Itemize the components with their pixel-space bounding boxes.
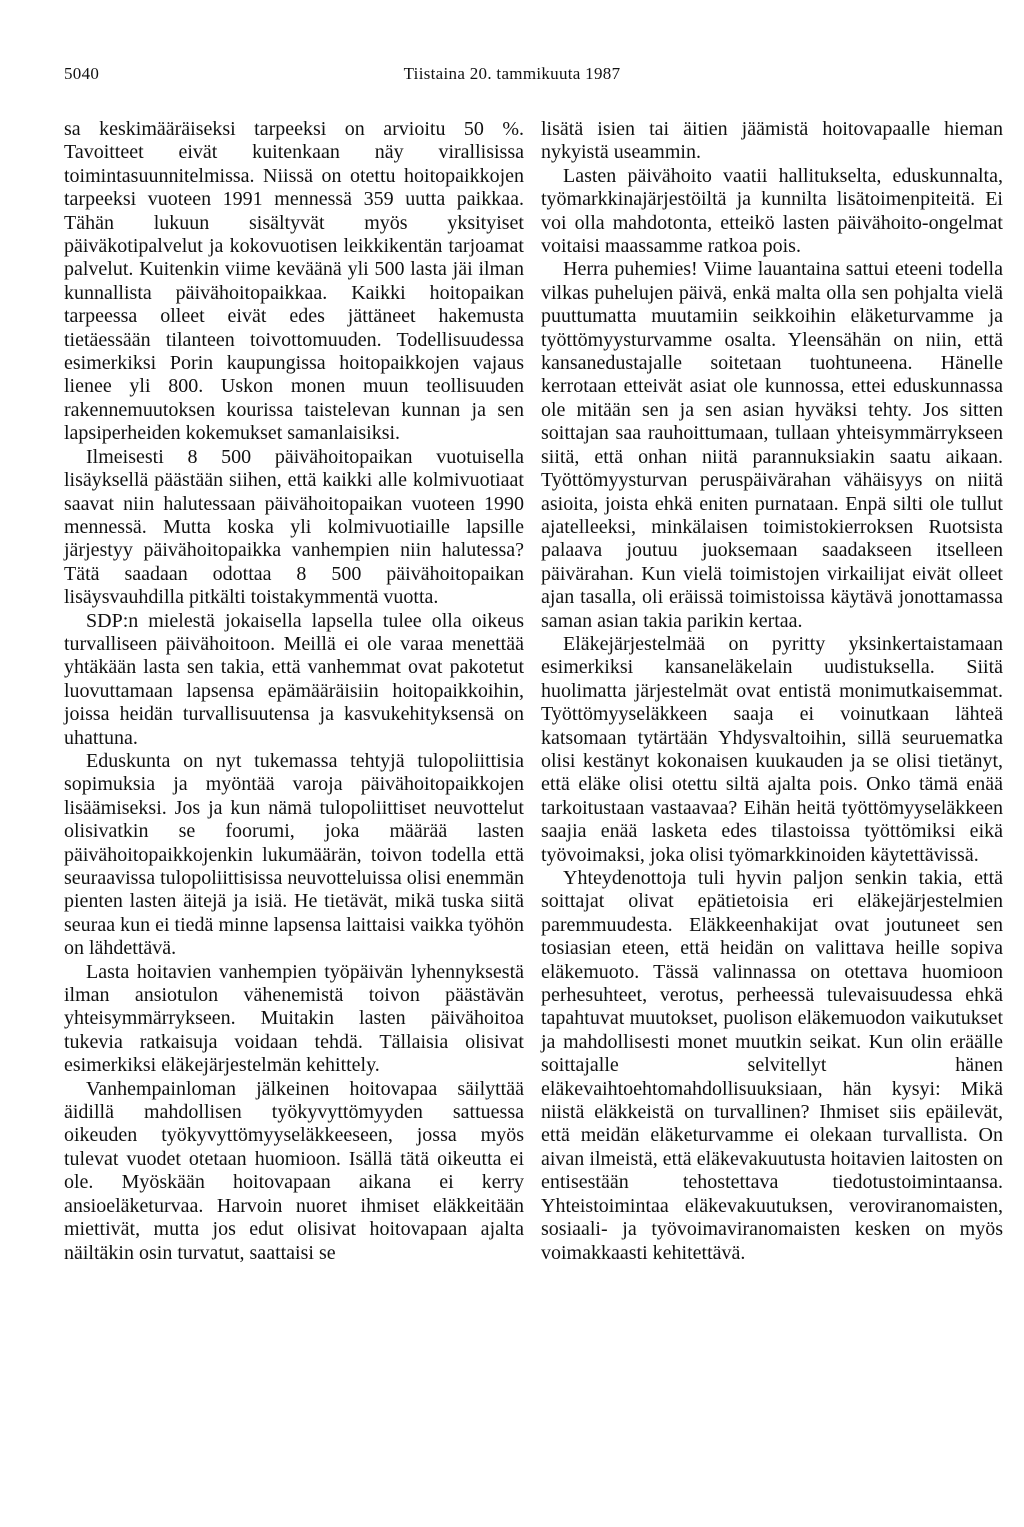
- left-column: [64, 118, 524, 1265]
- paragraph: Lasta hoitavien vanhempien työpäivän lyhennyksestä ilman ansiotulon vähenemistä toivon päästävän yhteisymmärrykseen. Muitakin lasten päivähoitoa tukevia ratkaisuja voidaan tehdä. Tällaisia olisivat esimerkiksi eläkejärjestelmän kehittely.: [64, 960, 524, 1077]
- paragraph: Vanhempainloman jälkeinen hoitovapaa säilyttää äidillä mahdollisen työkyvyttömyyden sattuessa oikeuden työkyvyttömyyseläkkeeseen, jossa myös tulevat vuodet otetaan huomioon. Isällä tätä oikeutta ei ole. Myöskään hoitovapaan aikana ei kerry ansioeläketurvaa. Harvoin nuoret ihmiset eläkkeitään miettivät, mutta jos edut olisivat hoitovapaan ajalta näiltäkin osin turvatut, saattaisi se: [64, 1077, 524, 1264]
- paragraph: Eduskunta on nyt tukemassa tehtyjä tulopoliittisia sopimuksia ja myöntää varoja päivähoitopaikkojen lisäämiseksi. Jos ja kun nämä tulopoliittiset neuvottelut olisivatkin se foorumi, joka määrää lasten päivähoitopaikkojenkin lukumäärän, toivon todella että seuraavissa tulopoliittisissa neuvotteluissa olisi enemmän pienten lasten äitejä ja isiä. He tietävät, mikä tuska siitä seuraa kun ei tiedä minne lapsensa laittaisi vaikka työhön on lähdettävä.: [64, 749, 524, 960]
- paragraph: SDP:n mielestä jokaisella lapsella tulee olla oikeus turvalliseen päivähoitoon. Meillä ei ole varaa menettää yhtäkään lasta sen takia, että vanhemmat ovat pakotetut luovuttamaan lapsensa epämääräisiin hoitopaikkoihin, joissa heidän turvallisuutensa ja kasvukehityksensä on uhattuna.: [64, 609, 524, 749]
- right-column: [541, 118, 1003, 1265]
- page-date-header: Tiistaina 20. tammikuuta 1987: [403, 64, 621, 83]
- paragraph: sa keskimääräiseksi tarpeeksi on arvioitu 50 %. Tavoitteet eivät kuitenkaan näy virallisissa toimintasuunnitelmissa. Niissä on otettu hoitopaikkojen tarpeeksi vuoteen 1991 mennessä 359 uutta paikkaa. Tähän lukuun sisältyvät myös yksityiset päiväkotipalvelut ja kokovuotisen leikkikentän tarjoamat palvelut. Kuitenkin viime keväänä yli 500 lasta jäi ilman kunnallista päivähoitopaikkaa. Kaikki hoitopaikan tarpeessa olleet eivät edes jättäneet hakemusta tietäessään tilanteen toivottomuuden. Todellisuudessa esimerkiksi Porin kaupungissa hoitopaikkojen vajaus lienee yli 800. Uskon monen muun teollisuuden rakennemuutoksen kourissa taistelevan kunnan ja sen lapsiperheiden kokemukset samanlaisiksi.: [64, 118, 524, 445]
- paragraph: Eläkejärjestelmää on pyritty yksinkertaistamaan esimerkiksi kansaneläkelain uudistuksella. Siitä huolimatta järjestelmät ovat entistä monimutkaisemmat. Työttömyyseläkkeen saaja ei voinutkaan lähteä katsomaan tytärtään Yhdysvaltoihin, sillä seuruematka olisi kestänyt kokonaisen kuukauden ja se olisi tietänyt, että eläke olisi otettu siltä ajalta pois. Onko tämä enää tarkoitustaan vastaavaa? Eihän heitä työttömyyseläkkeen saajia enää lasketa edes tilastoissa työttömiksi eikä työvoimaksi, joka olisi työmarkkinoiden käytettävissä.: [541, 632, 1003, 866]
- paragraph: Lasten päivähoito vaatii hallitukselta, eduskunnalta, työmarkkinajärjestöiltä ja kunnilta lisätoimenpiteitä. Ei voi olla mahdotonta, etteikö lasten päivähoito-ongelmat voitaisi maassamme ratkoa pois.: [541, 164, 1003, 258]
- paragraph: Ilmeisesti 8 500 päivähoitopaikan vuotuisella lisäyksellä päästään siihen, että kaikki alle kolmivuotiaat saavat niin halutessaan päivähoitopaikan vuoteen 1990 mennessä. Mutta koska yli kolmivuotiaille lapsille järjestyy päivähoitopaikka vanhempien niin halutessa? Tätä saadaan odottaa 8 500 päivähoitopaikan lisäysvauhdilla pitkälti toistakymmentä vuotta.: [64, 445, 524, 609]
- paragraph: Herra puhemies! Viime lauantaina sattui eteeni todella vilkas puhelujen päivä, enkä malta olla sen pohjalta vielä puuttumatta muutamiin seikkoihin eläketurvamme ja työttömyysturvamme osalta. Yleensähän on niin, että kansanedustajalle soitetaan tuohtuneena. Hänelle kerrotaan etteivät asiat ole kunnossa, ettei eduskunnassa ole mitään sen ja sen asian hyväksi tehty. Jos sitten soittajan saa rauhoittumaan, tullaan yhteisymmärrykseen siitä, että onhan niitä parannuksiakin saatu aikaan. Työttömyysturvan peruspäivärahan vähäisyys on niitä asioita, joista ehkä eniten purnataan. Enpä silti ole tullut ajatelleeksi, minkälaisen toimistokierroksen Ruotsista palaava joutuu juoksemaan saadakseen itselleen päivärahan. Kun vielä toimistojen virkailijat eivät olleet ajan tasalla, oli eräissä toimistoissa käytävä jonottamassa saman asian takia parikin kertaa.: [541, 258, 1003, 632]
- paragraph: Yhteydenottoja tuli hyvin paljon senkin takia, että soittajat olivat epätietoisia eri eläkejärjestelmien paremmuudesta. Eläkkeenhakijat ovat joutuneet sen tosiasian eteen, että heidän on valittava heille sopiva eläkemuoto. Tässä valinnassa on otettava huomioon perhesuhteet, verotus, perheessä tulevaisuudessa ehkä tapahtuvat muutokset, puolison eläkemuodon vaikutukset ja mahdollisesti monet muutkin seikat. Kun olin eräälle soittajalle selvitellyt hänen eläkevaihtoehtomahdollisuuksiaan, hän kysyi: Mikä niistä eläkkeistä on turvallinen? Ihmiset siis epäilevät, että meidän eläketurvamme ei olekaan turvallista. On aivan ilmeistä, että eläkevakuutusta hoitavien laitosten on entisestään tehostettava tiedotustoimintaansa. Yhteistoimintaa eläkevakuutuksen, veroviranomaisten, sosiaali- ja työvoimaviranomaisten kesken on myös voimakkaasti kehitettävä.: [541, 867, 1003, 1264]
- paragraph: lisätä isien tai äitien jäämistä hoitovapaalle hieman nykyistä useammin.: [541, 118, 1003, 164]
- page-number: 5040: [64, 64, 100, 83]
